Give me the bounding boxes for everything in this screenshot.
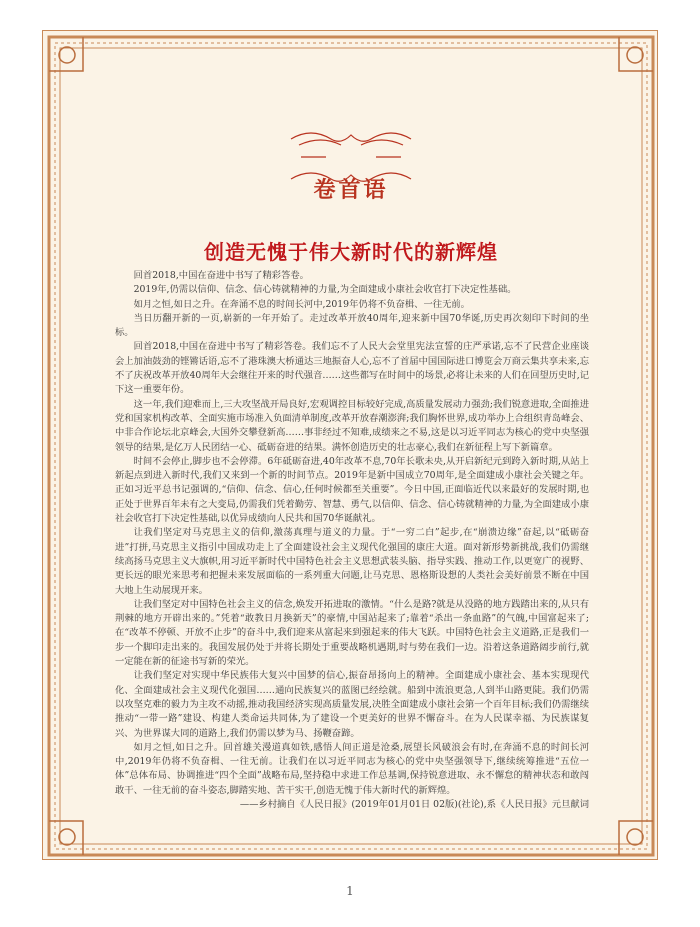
paragraph: 2019年,仍需以信仰、信念、信心铸就精神的力量,为全面建成小康社会收官打下决定性基础。 (133, 284, 517, 296)
article-source: ——乡村摘自《人民日报》(2019年01月01日 02版)(社论),系《人民日报》元旦献词 (239, 798, 589, 810)
paragraph: 让我们坚定对马克思主义的信仰,激荡真理与道义的力量。于“一穷二白”起步,在“崩溃边缘”奋起,以“砥砺奋进”打拼,马克思主义指引中国成功走上了全面建设社会主义现代化强国的康庄大道。面对新形势新挑战,我们仍需继续高扬马克思主义大旗帜,用习近平新时代中国特色社会主义思想武装头脑、指导实践、推动工作,以更宽广的视野、更长远的眼光来思考和把握未来发展面临的一系列重大问题,让马克思、恩格斯设想的人类社会美好前景不断在中国大地上生动展现开来。 (115, 527, 589, 596)
paragraph: 让我们坚定对中国特色社会主义的信念,焕发开拓进取的激情。“什么是路?就是从没路的地方践踏出来的,从只有荆棘的地方开辟出来的。”凭着“敢教日月换新天”的豪情,中国站起来了;靠着“杀出一条血路”的气魄,中国富起来了;在“改革不停顿、开放不止步”的奋斗中,我们迎来从富起来到强起来的伟大飞跃。中国特色社会主义道路,正是我们一步一个脚印走出来的。我国发展仍处于并将长期处于重要战略机遇期,时与势在我们一边。沿着这条道路阔步前行,就一定能在新的征途书写新的荣光。 (115, 598, 589, 668)
paragraph: 如月之恒,如日之升。回首雄关漫道真如铁,感悟人间正道是沧桑,展望长风破浪会有时,在奔涌不息的时间长河中,2019年仍将不负奋楫、一往无前。让我们在以习近平同志为核心的党中央坚强领导下,继续统筹推进“五位一体”总体布局、协调推进“四个全面”战略布局,坚持稳中求进工作总基调,保持锐意进取、永不懈怠的精神状态和敢闯敢干、一往无前的奋斗姿态,脚踏实地、苦干实干,创造无愧于伟大新时代的新辉煌。 (115, 741, 589, 796)
article-body (115, 269, 589, 812)
chapter-title: 卷首语 (313, 177, 389, 203)
paragraph: 让我们坚定对实现中华民族伟大复兴中国梦的信心,振奋昂扬向上的精神。全面建成小康社会、基本实现现代化、全面建成社会主义现代化强国……通向民族复兴的蓝图已经绘就。船到中流浪更急,人到半山路更陡。我们仍需以攻坚克难的毅力为主攻不动摇,推动我国经济实现高质量发展,决胜全面建成小康社会第一个百年目标;我们仍需继续推动“一带一路”建设、构建人类命运共同体,为了建设一个更美好的世界不懈奋斗。在为人民谋幸福、为民族谋复兴、为世界谋大同的道路上,我们仍需以梦为马、扬鞭奋蹄。 (115, 670, 589, 739)
article-title: 创造无愧于伟大新时代的新辉煌 (204, 240, 498, 264)
paragraph: 如月之恒,如日之升。在奔涌不息的时间长河中,2019年仍将不负奋楫、一往无前。 (133, 298, 470, 310)
page-frame (42, 30, 658, 860)
chapter-heading (43, 153, 659, 203)
paragraph: 时间不会停止,脚步也不会停滞。6年砥砺奋进,40年改革不息,70年长歌未央,从开启新纪元到跨入新时期,从站上新起点到进入新时代,我们又来到一个新的时间节点。2019年是新中国成立70周年,是全面建成小康社会关键之年。正如习近平总书记强调的,“信仰、信念、信心,任何时候都至关重要”。今日中国,正面临近代以来最好的发展时期,也正处于世界百年未有之大变局,仍需我们凭着勤劳、智慧、勇气,以信仰、信念、信心铸就精神的力量,为全面建成小康社会收官打下决定性基础,以优异成绩向人民共和国70华诞献礼。 (115, 455, 589, 525)
paragraph: 当日历翻开新的一页,崭新的一年开始了。走过改革开放40周年,迎来新中国70华诞,历史再次刻印下时间的坐标。 (115, 312, 589, 339)
paragraph: 回首2018,中国在奋进中书写了精彩答卷。 (133, 270, 309, 281)
paragraph: 这一年,我们迎难而上,三大攻坚战开局良好,宏观调控目标较好完成,高质量发展动力强劲;我们锐意进取,全面推进党和国家机构改革、全面实施市场准入负面清单制度,改革开放春潮澎湃;我们胸怀世界,成功举办上合组织青岛峰会、中非合作论坛北京峰会,大国外交攀登新高……事非经过不知难,成绩来之不易,这是以习近平同志为核心的党中央坚强领导的结果,是亿万人民团结一心、砥砺奋进的结果。满怀创造历史的壮志豪心,我们在新征程上写下新篇章。 (115, 398, 589, 453)
paragraph: 回首2018,中国在奋进中书写了精彩答卷。我们忘不了人民大会堂里宪法宣誓的庄严承诺,忘不了民营企业座谈会上加油鼓劲的铿锵话语,忘不了港珠澳大桥通达三地振奋人心,忘不了首届中国国际进口博览会万商云集共享未来,忘不了庆祝改革开放40周年大会继往开来的时代强音……这些都写在时间中的场景,必将让未来的人们在回望历史时,记下这一重要年份。 (115, 341, 589, 396)
page-number: 1 (346, 884, 354, 898)
